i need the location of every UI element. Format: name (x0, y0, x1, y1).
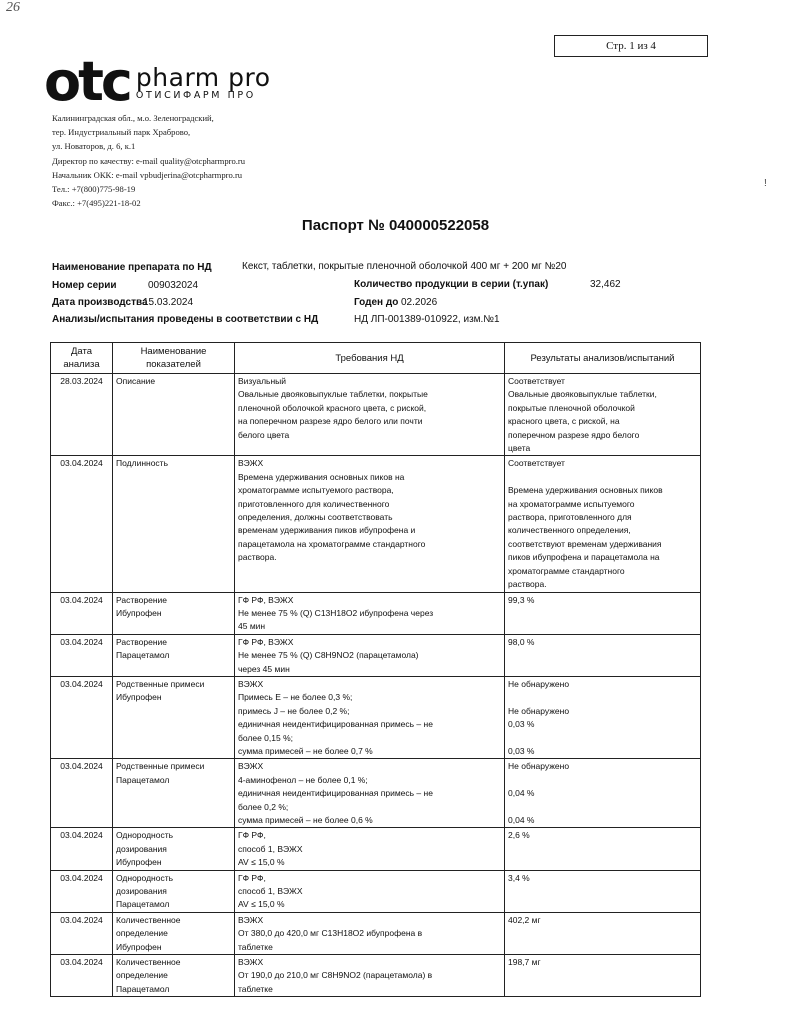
cell-requirement (235, 828, 505, 870)
results-table (50, 342, 701, 997)
contact-line: Факс.: +7(495)221-18-02 (52, 198, 141, 209)
cell-result-line: 402,2 мг (508, 914, 541, 925)
cell-indicator (113, 592, 235, 634)
header-date: Дата анализа (51, 343, 113, 374)
cell-requirement-line: ВЭЖХ (238, 957, 264, 968)
product-value: Кекст, таблетки, покрытые пленочной оболочкой 400 мг + 200 мг №20 (242, 261, 567, 272)
cell-date: 03.04.2024 (51, 912, 113, 954)
margin-mark: ! (764, 178, 767, 189)
header-requirements: Требования НД (235, 343, 505, 374)
cell-indicator-line: Количественное (116, 914, 181, 925)
cell-indicator (113, 456, 235, 592)
cell-indicator-line: Ибупрофен (116, 857, 162, 868)
table-body (51, 374, 701, 997)
cell-indicator-line: определение (116, 970, 168, 981)
logo-pharm-pro: pharm pro (135, 63, 271, 92)
cell-result-line: 2,6 % (508, 830, 530, 841)
contact-line: Тел.: +7(800)775-98-19 (52, 184, 136, 195)
cell-requirement (235, 634, 505, 676)
cell-result-line: покрытые пленочной оболочкой (508, 402, 635, 413)
cell-result-line: поперечном разрезе ядро белого (508, 429, 640, 440)
cell-result-line: Овальные двояковыпуклые таблетки, (508, 389, 657, 400)
cell-result-line: Соответствует (508, 376, 565, 386)
quantity-value: 32,462 (590, 279, 621, 290)
cell-requirement-line: единичная неидентифицированная примесь – не (238, 788, 433, 799)
cell-requirement-line: временам удерживания пиков ибупрофена и (238, 525, 416, 536)
cell-requirement-line: единичная неидентифицированная примесь – не (238, 719, 433, 730)
cell-result (505, 374, 701, 456)
cell-requirement-line: парацетамола на хроматограмме стандартного (238, 538, 426, 549)
product-label: Наименование препарата по НД (52, 262, 212, 273)
cell-result-line: 99,3 % (508, 594, 535, 605)
table-header-row (51, 343, 701, 374)
cell-indicator (113, 759, 235, 828)
cell-requirement-line: сумма примесей – не более 0,6 % (238, 815, 373, 825)
cell-result-line: Не обнаружено (508, 705, 570, 716)
cell-result-line (508, 801, 697, 814)
cell-result-line: 0,04 % (508, 815, 535, 825)
cell-indicator-line: Растворение (116, 594, 168, 605)
cell-requirement-line: таблетке (238, 941, 273, 952)
cell-requirement-line: хроматограмме испытуемого раствора, (238, 485, 394, 496)
cell-result-line: 0,03 % (508, 745, 535, 756)
cell-requirement (235, 374, 505, 456)
cell-requirement-line: 45 мин (238, 621, 266, 632)
cell-indicator-line: Родственные примеси (116, 761, 205, 772)
cell-result-line: 3,4 % (508, 872, 530, 883)
cell-requirement-line: ВЭЖХ (238, 761, 264, 772)
table-row (51, 759, 701, 828)
table-row (51, 870, 701, 912)
logo-text-block (135, 63, 271, 102)
production-date-value: 15.03.2024 (143, 297, 194, 308)
cell-indicator (113, 374, 235, 456)
cell-indicator (113, 870, 235, 912)
cell-indicator-line: Однородность (116, 830, 174, 841)
logo-subtitle: ОТИСИФАРМ ПРО (135, 90, 256, 101)
table-row (51, 592, 701, 634)
table-row (51, 828, 701, 870)
cell-result-line: 198,7 мг (508, 957, 541, 968)
cell-indicator-line: дозирования (116, 886, 167, 897)
cell-date: 03.04.2024 (51, 676, 113, 758)
contact-line: тер. Индустриальный парк Храброво, (52, 127, 191, 138)
cell-requirement (235, 955, 505, 997)
cell-indicator (113, 912, 235, 954)
cell-result-line: 98,0 % (508, 636, 535, 647)
cell-indicator-line: Количественное (116, 957, 181, 968)
cell-requirement-line: Времена удерживания основных пиков на (238, 471, 405, 482)
cell-result-line: цвета (508, 443, 531, 454)
cell-result-line: количественного определения, (508, 525, 631, 536)
cell-requirement-line: ВЭЖХ (238, 678, 264, 689)
cell-requirement-line: через 45 мин (238, 663, 290, 674)
cell-result-line (508, 732, 697, 745)
cell-requirement-line: ГФ РФ, (238, 872, 266, 883)
cell-result-line: Времена удерживания основных пиков (508, 485, 663, 496)
cell-indicator-line: Растворение (116, 636, 168, 647)
cell-requirement-line: более 0,15 %; (238, 732, 294, 743)
cell-requirement-line: ГФ РФ, (238, 830, 266, 841)
cell-date: 03.04.2024 (51, 592, 113, 634)
cell-requirement (235, 592, 505, 634)
series-value: 009032024 (148, 280, 199, 291)
cell-requirement-line: Визуальный (238, 376, 287, 386)
logo-otc: otc (44, 50, 130, 113)
cell-date: 28.03.2024 (51, 374, 113, 456)
cell-result-line: пиков ибупрофена и парацетамола на (508, 552, 660, 563)
cell-date: 03.04.2024 (51, 870, 113, 912)
cell-requirement-line: белого цвета (238, 429, 290, 440)
cell-indicator-line: Парацетамол (116, 650, 170, 661)
cell-result-line: 0,04 % (508, 788, 535, 799)
contact-line: Калининградская обл., м.о. Зеленоградский, (52, 113, 214, 123)
table-row (51, 955, 701, 997)
cell-result-line (508, 471, 697, 484)
cell-requirement-line: ГФ РФ, ВЭЖХ (238, 636, 294, 647)
cell-requirement (235, 912, 505, 954)
series-label: Номер серии (52, 280, 117, 291)
cell-result-line (508, 774, 697, 787)
cell-date: 03.04.2024 (51, 456, 113, 592)
company-contacts (52, 111, 245, 210)
contact-line: ул. Новаторов, д. 6, к.1 (52, 141, 136, 152)
cell-result-line: раствора. (508, 579, 547, 590)
cell-indicator-line: Ибупрофен (116, 607, 162, 618)
cell-indicator-line: Парацетамол (116, 983, 170, 994)
cell-result (505, 592, 701, 634)
cell-requirement-line: определения, должны соответствовать (238, 512, 393, 523)
cell-date: 03.04.2024 (51, 955, 113, 997)
cell-indicator-line: Парацетамол (116, 899, 170, 910)
company-logo (44, 50, 271, 113)
cell-result-line: красного цвета, с риской, на (508, 416, 620, 427)
cell-requirement-line: AV ≤ 15,0 % (238, 857, 285, 868)
cell-requirement-line: ВЭЖХ (238, 458, 264, 469)
cell-requirement-line: примесь J – не более 0,2 %; (238, 705, 350, 716)
table-row (51, 634, 701, 676)
table-row (51, 374, 701, 456)
quantity-label: Количество продукции в серии (т.упак) (354, 279, 549, 290)
cell-requirement-line: Не менее 75 % (Q) C8H9NO2 (парацетамола) (238, 650, 419, 661)
cell-requirement (235, 870, 505, 912)
cell-indicator-line: Подлинность (116, 458, 169, 469)
expiry-label: Годен до (354, 297, 399, 308)
cell-indicator (113, 676, 235, 758)
cell-result-line: на хроматограмме испытуемого (508, 498, 635, 509)
cell-date: 03.04.2024 (51, 828, 113, 870)
cell-indicator-line: определение (116, 928, 168, 939)
cell-requirement-line: сумма примесей – не более 0,7 % (238, 745, 373, 756)
cell-indicator-line: Парацетамол (116, 774, 170, 785)
contact-line: Начальник ОКК: e-mail vpbudjerina@otcpharmpro.ru (52, 169, 243, 180)
cell-requirement-line: раствора. (238, 552, 277, 563)
cell-indicator (113, 828, 235, 870)
cell-requirement-line: пленочной оболочкой красного цвета, с риской, (238, 402, 427, 413)
cell-result-line: Не обнаружено (508, 678, 570, 689)
table-row (51, 676, 701, 758)
cell-indicator-line: Однородность (116, 872, 174, 883)
cell-result (505, 676, 701, 758)
cell-result (505, 955, 701, 997)
cell-requirement-line: От 190,0 до 210,0 мг C8H9NO2 (парацетамола) в (238, 970, 433, 981)
table-row (51, 456, 701, 592)
cell-result-line: соответствуют временам удерживания (508, 538, 662, 549)
cell-indicator-line: Описание (116, 376, 156, 386)
cell-indicator (113, 955, 235, 997)
cell-result-line: Не обнаружено (508, 761, 570, 772)
cell-requirement-line: От 380,0 до 420,0 мг C13H18O2 ибупрофена в (238, 928, 423, 939)
cell-requirement-line: Овальные двояковыпуклые таблетки, покрытые (238, 389, 428, 400)
passport-title: Паспорт № 040000522058 (301, 217, 490, 234)
cell-requirement-line: Не менее 75 % (Q) C13H18O2 ибупрофена через (238, 607, 434, 618)
contact-line: Директор по качеству: e-mail quality@otcpharmpro.ru (52, 155, 246, 166)
cell-result (505, 634, 701, 676)
expiry-value: 02.2026 (401, 297, 438, 308)
header-results: Результаты анализов/испытаний (505, 343, 701, 374)
cell-result-line: Соответствует (508, 458, 565, 469)
cell-result (505, 912, 701, 954)
cell-requirement (235, 676, 505, 758)
analysis-standard-value: НД ЛП-001389-010922, изм.№1 (354, 314, 500, 325)
cell-requirement-line: AV ≤ 15,0 % (238, 899, 285, 910)
cell-requirement (235, 456, 505, 592)
cell-result-line: хроматограмме стандартного (508, 565, 625, 576)
cell-requirement-line: 4-аминофенол – не более 0,1 %; (238, 774, 368, 785)
cell-requirement-line: Примесь E – не более 0,3 %; (238, 692, 353, 703)
cell-requirement-line: способ 1, ВЭЖХ (238, 886, 303, 897)
cell-result (505, 828, 701, 870)
cell-indicator-line: дозирования (116, 843, 167, 854)
header-indicator: Наименование показателей (113, 343, 235, 374)
cell-indicator (113, 634, 235, 676)
cell-indicator-line: Ибупрофен (116, 692, 162, 703)
cell-requirement-line: более 0,2 %; (238, 801, 289, 812)
cell-date: 03.04.2024 (51, 634, 113, 676)
cell-result-line: раствора, приготовленного для (508, 512, 632, 523)
handwritten-page-number: 26 (6, 0, 20, 15)
cell-result (505, 456, 701, 592)
cell-result (505, 870, 701, 912)
cell-requirement-line: способ 1, ВЭЖХ (238, 843, 303, 854)
cell-requirement-line: ГФ РФ, ВЭЖХ (238, 594, 294, 605)
cell-requirement-line: приготовленного для количественного (238, 498, 390, 509)
cell-result (505, 759, 701, 828)
cell-requirement-line: ВЭЖХ (238, 914, 264, 925)
cell-requirement-line: на поперечном разрезе ядро белого или почти (238, 416, 423, 427)
table-row (51, 912, 701, 954)
cell-indicator-line: Родственные примеси (116, 678, 205, 689)
cell-indicator-line: Ибупрофен (116, 941, 162, 952)
page-indicator: Стр. 1 из 4 (554, 35, 708, 57)
cell-requirement (235, 759, 505, 828)
production-date-label: Дата производства (52, 297, 148, 308)
cell-result-line: 0,03 % (508, 719, 535, 730)
cell-date: 03.04.2024 (51, 759, 113, 828)
cell-requirement-line: таблетке (238, 983, 273, 994)
cell-result-line (508, 691, 697, 704)
analysis-standard-label: Анализы/испытания проведены в соответствии с НД (52, 314, 319, 325)
